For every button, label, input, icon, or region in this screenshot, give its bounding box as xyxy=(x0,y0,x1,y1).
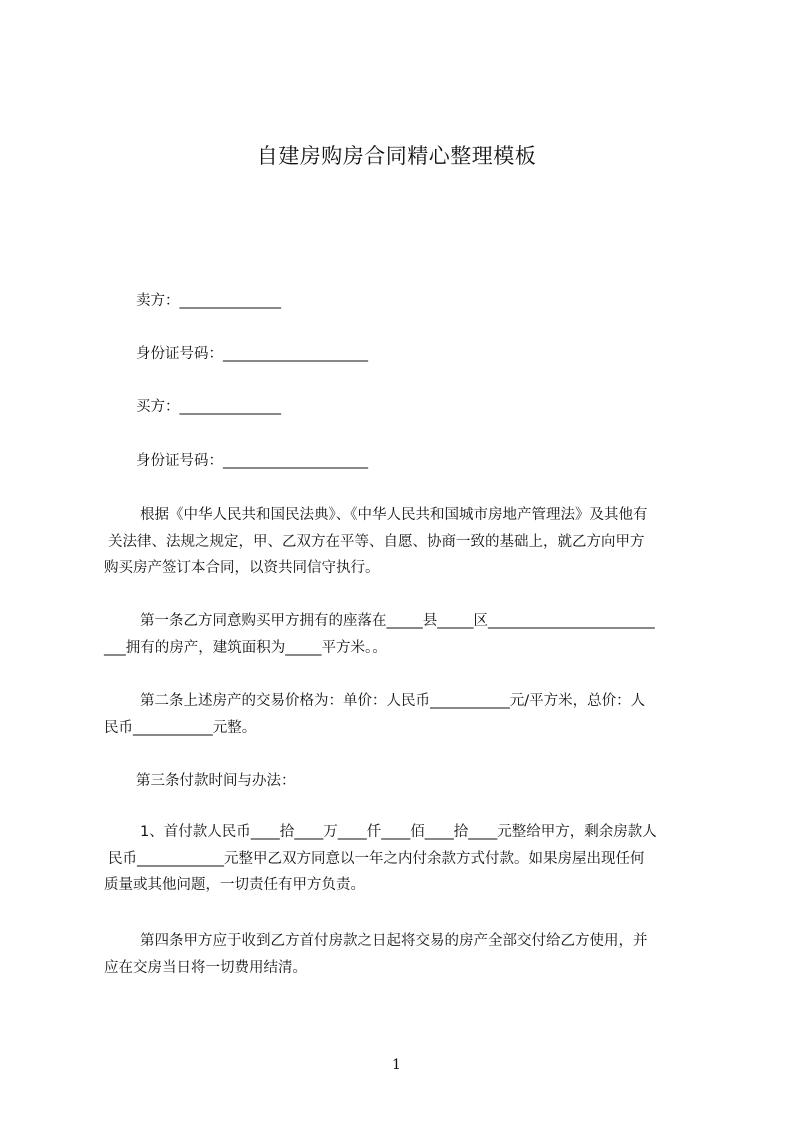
article-4-paragraph xyxy=(104,928,702,981)
paragraph-line: 质量或其他问题，一切责任有甲方负责。 xyxy=(104,877,365,893)
buyer-field: 买方：______________ xyxy=(136,399,281,415)
paragraph-line: 购买房产签订本合同，以资共同信守执行。 xyxy=(104,560,380,576)
paragraph-line: 民币____________元整甲乙双方同意以一年之内付余款方式付款。如果房屋出现任何 xyxy=(108,850,645,867)
document-title: 自建房购房合同精心整理模板 xyxy=(256,144,537,168)
paragraph-line: 应在交房当日将一切费用结清。 xyxy=(104,959,307,976)
paragraph-line: 1、首付款人民币____拾____万____仟____佰____拾____元整给甲方，剩余房款人 xyxy=(140,824,657,840)
buyer-id-field: 身份证号码：____________________ xyxy=(136,453,368,469)
article-2-paragraph xyxy=(104,688,702,741)
paragraph-line: 关法律、法规之规定，甲、乙双方在平等、自愿、协商一致的基础上，就乙方向甲方 xyxy=(108,533,645,550)
seller-id-field: 身份证号码：____________________ xyxy=(136,346,368,362)
paragraph-line: 第一条乙方同意购买甲方拥有的座落在_____县_____区_______________________ xyxy=(140,613,655,629)
article-3-heading: 第三条付款时间与办法： xyxy=(136,773,296,789)
article-3-item-1 xyxy=(104,819,702,899)
seller-field: 卖方：______________ xyxy=(136,293,281,309)
paragraph-line: 根据《中华人民共和国民法典》、《中华人民共和国城市房地产管理法》及其他有 xyxy=(140,507,648,523)
page-number: 1 xyxy=(392,1057,401,1073)
paragraph-line: 第二条上述房产的交易价格为：单价：人民币___________元/平方米，总价：人 xyxy=(140,693,646,709)
paragraph-line: 民币___________元整。 xyxy=(104,719,257,736)
intro-paragraph xyxy=(104,502,702,582)
paragraph-line: 第四条甲方应于收到乙方首付房款之日起将交易的房产全部交付给乙方使用，并 xyxy=(140,933,648,949)
article-1-paragraph xyxy=(104,608,702,661)
paragraph-line: ___拥有的房产，建筑面积为_____平方米。。 xyxy=(104,639,387,656)
